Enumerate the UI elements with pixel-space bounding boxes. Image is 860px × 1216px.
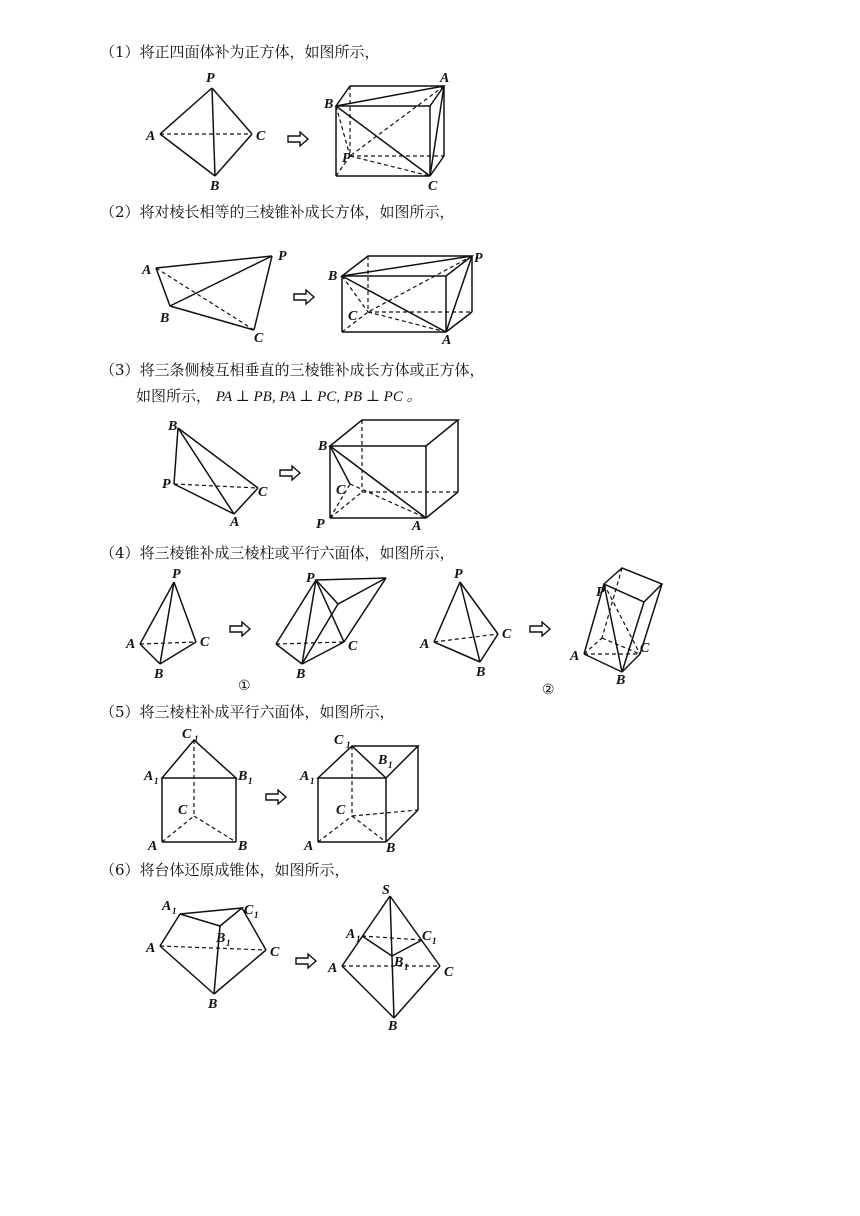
label-c: C <box>640 641 650 656</box>
figure-4-label-1: ① <box>238 679 251 694</box>
item-3-text2: 如图所示， <box>136 387 212 405</box>
label-a: A <box>442 333 452 348</box>
svg-text:1: 1 <box>310 776 315 786</box>
item-3-text: （3）将三条侧棱互相垂直的三棱锥补成长方体或正方体， <box>100 361 485 379</box>
label-a: A <box>230 515 240 530</box>
label-b: B <box>324 97 334 112</box>
item-1-text: （1）将正四面体补为正方体，如图所示， <box>100 43 380 61</box>
figure-5 <box>142 724 442 854</box>
item-3-text-line2 <box>136 386 422 407</box>
label-a: A <box>412 519 422 534</box>
item-5-text: （5）将三棱柱补成平行六面体，如图所示， <box>100 703 395 721</box>
label-a: A <box>304 839 314 854</box>
label-c: C <box>270 945 280 960</box>
svg-text:1: 1 <box>346 740 351 750</box>
svg-text:1: 1 <box>356 934 361 944</box>
label-b1: B <box>394 955 404 970</box>
label-p: P <box>306 571 315 586</box>
label-p: P <box>454 567 463 582</box>
label-b: B <box>296 667 306 682</box>
label-b: B <box>328 269 338 284</box>
label-b: B <box>386 841 396 856</box>
label-b: B <box>616 673 626 688</box>
label-a1: A <box>144 769 154 784</box>
figure-2 <box>140 244 500 348</box>
label-b: B <box>476 665 486 680</box>
label-p: P <box>316 517 325 532</box>
label-c: C <box>336 803 346 818</box>
figure-6 <box>144 884 464 1034</box>
label-c: C <box>428 179 438 194</box>
label-a: A <box>142 263 152 278</box>
arrow-icon <box>530 622 550 636</box>
label-p: P <box>474 251 483 266</box>
label-c: C <box>200 635 210 650</box>
arrow-icon <box>296 954 316 968</box>
label-b1: B <box>378 753 388 768</box>
figure-4 <box>126 566 686 696</box>
label-b: B <box>388 1019 398 1034</box>
label-b: B <box>318 439 328 454</box>
label-a1: A <box>162 899 172 914</box>
label-p: P <box>596 585 605 600</box>
label-c: C <box>254 331 264 346</box>
label-c: C <box>444 965 454 980</box>
svg-text:1: 1 <box>248 776 253 786</box>
label-c: C <box>258 485 268 500</box>
label-b1: B <box>238 769 248 784</box>
label-b: B <box>160 311 170 326</box>
label-c: C <box>336 483 346 498</box>
label-a: A <box>146 941 156 956</box>
label-c1: C <box>334 733 344 748</box>
arrow-icon <box>288 132 308 146</box>
label-c: C <box>256 129 266 144</box>
label-p: P <box>162 477 171 492</box>
label-s: S <box>382 883 390 898</box>
label-b: B <box>238 839 248 854</box>
label-c1: C <box>182 727 192 742</box>
svg-text:1: 1 <box>432 936 437 946</box>
label-p: P <box>278 249 287 264</box>
label-a: A <box>570 649 580 664</box>
arrow-icon <box>280 466 300 480</box>
item-3-math: PA ⊥ PB, PA ⊥ PC, PB ⊥ PC 。 <box>215 389 422 405</box>
label-c1: C <box>244 903 254 918</box>
label-a: A <box>126 637 136 652</box>
label-b1: B <box>216 931 226 946</box>
arrow-icon <box>266 790 286 804</box>
label-c: C <box>348 639 358 654</box>
item-2-text: （2）将对棱长相等的三棱锥补成长方体，如图所示， <box>100 203 455 221</box>
label-a: A <box>146 129 156 144</box>
label-p: P <box>172 567 181 582</box>
label-a: A <box>148 839 158 854</box>
label-b: B <box>208 997 218 1012</box>
svg-text:1: 1 <box>172 906 177 916</box>
label-c: C <box>178 803 188 818</box>
arrow-icon <box>294 290 314 304</box>
label-c: C <box>348 309 358 324</box>
label-c1: C <box>422 929 432 944</box>
label-c: C <box>502 627 512 642</box>
svg-text:1: 1 <box>226 938 231 948</box>
svg-text:1: 1 <box>388 760 393 770</box>
figure-3 <box>160 416 480 536</box>
label-a1: A <box>346 927 356 942</box>
figure-4-label-2: ② <box>542 683 555 698</box>
item-6-text: （6）将台体还原成锥体，如图所示， <box>100 861 350 879</box>
svg-text:1: 1 <box>194 734 199 744</box>
arrow-icon <box>230 622 250 636</box>
svg-text:1: 1 <box>404 962 409 972</box>
label-a: A <box>328 961 338 976</box>
label-a: A <box>440 71 450 86</box>
label-b: B <box>168 419 178 434</box>
figure-1 <box>140 66 470 196</box>
label-b: B <box>210 179 220 194</box>
svg-text:1: 1 <box>254 910 259 920</box>
label-b: B <box>154 667 164 682</box>
label-p: P <box>206 71 215 86</box>
label-a1: A <box>300 769 310 784</box>
svg-text:1: 1 <box>154 776 159 786</box>
item-4-text: （4）将三棱锥补成三棱柱或平行六面体，如图所示， <box>100 544 455 562</box>
label-p: P <box>342 151 351 166</box>
label-a: A <box>420 637 430 652</box>
